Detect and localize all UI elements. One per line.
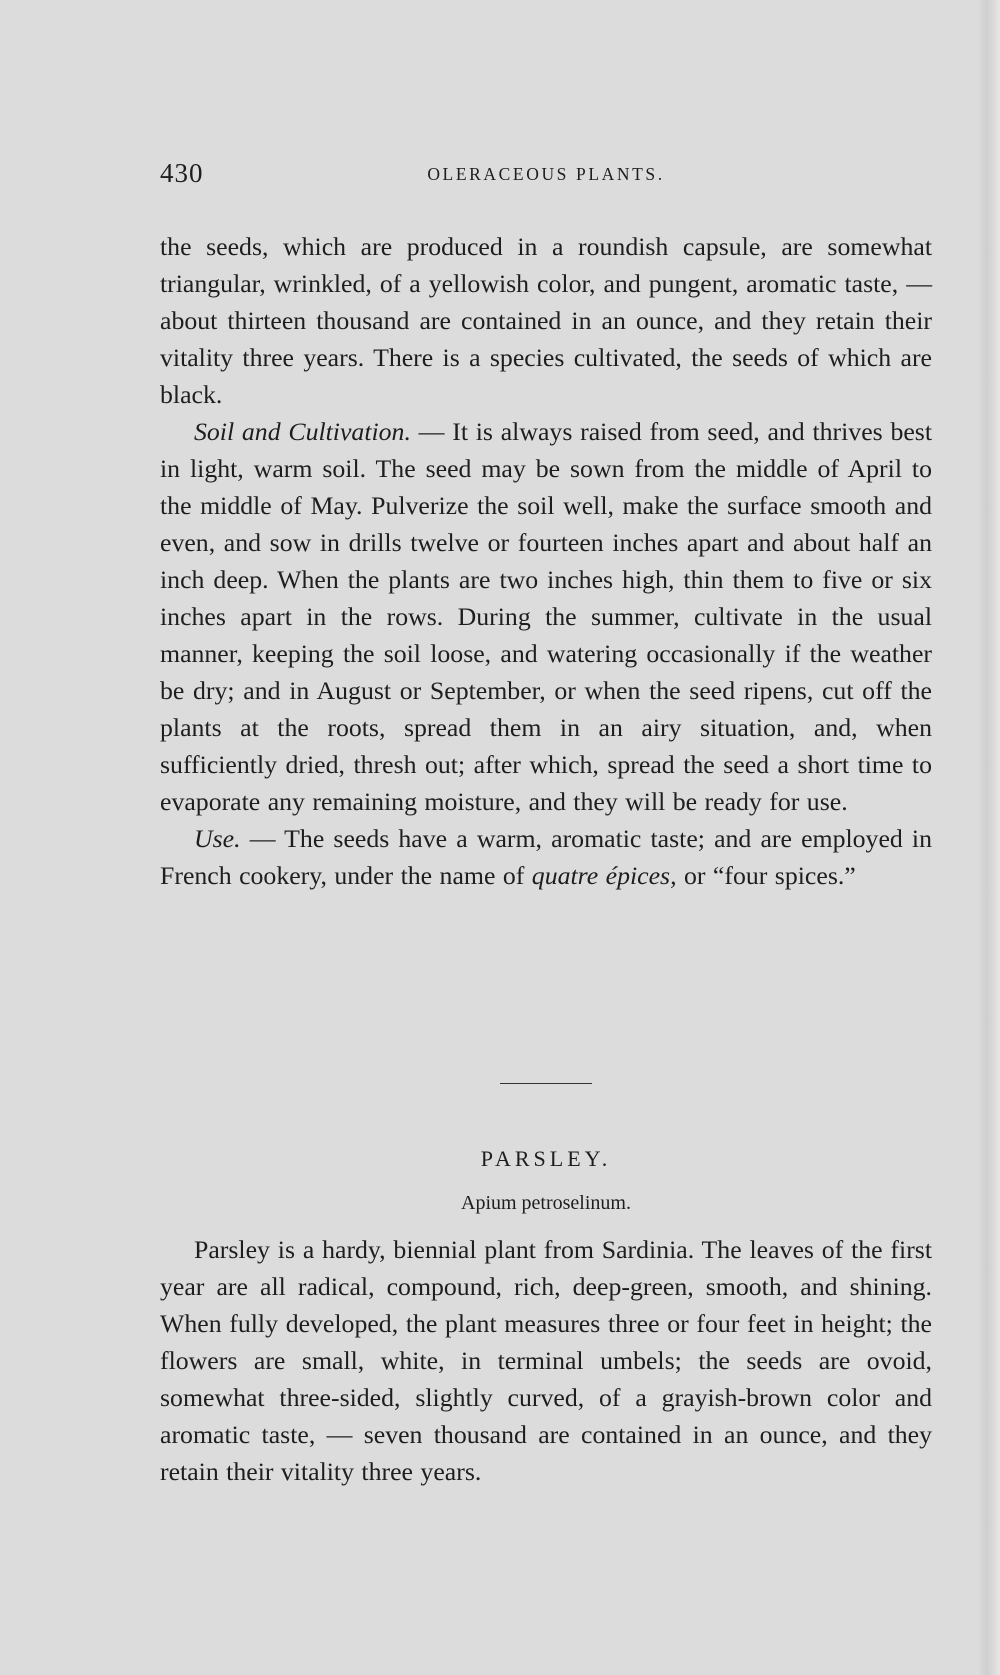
latin-name: Apium petroselinum. xyxy=(461,1192,631,1214)
soil-cultivation-heading: Soil and Cultivation. xyxy=(194,417,411,446)
page-number: 430 xyxy=(160,158,204,188)
use-text-end: or “four spices.” xyxy=(676,861,856,890)
use-text: — The seeds have a warm, aromatic taste; and are employed in French cookery, under the name of xyxy=(160,824,932,890)
use-heading: Use. xyxy=(194,824,241,853)
continuation-paragraph: the seeds, which are produced in a roundish capsule, are somewhat triangular, wrinkled, of a yellowish color, and pungent, aromatic taste, — about thirteen thousand are contained in an ounce, and they retain their vitality three years. There is a species cultivated, the seeds of which are black. xyxy=(160,232,932,409)
soil-cultivation-text: — It is always raised from seed, and thrives best in light, warm soil. The seed may be sown from the middle of April to the middle of May. Pulverize the soil well, make the surface smooth and even, and sow in drills twelve or fourteen inches apart and about half an inch deep. When the plants are two inches high, thin them to five or six inches apart in the rows. During the summer, cultivate in the usual manner, keeping the soil loose, and watering occasionally if the weather be dry; and in August or September, or when the seed ripens, cut off the plants at the roots, spread them in an airy situation, and, when sufficiently dried, thresh out; after which, spread the seed a short time to evaporate any remaining moisture, and they will be ready for use. xyxy=(160,417,932,816)
section-title-parsley: PARSLEY. xyxy=(480,1146,612,1171)
page-edge xyxy=(978,0,1000,1675)
running-header xyxy=(160,158,932,192)
running-title: OLERACEOUS PLANTS. xyxy=(427,164,665,184)
use-paragraph xyxy=(160,820,932,894)
section-divider xyxy=(500,1083,592,1084)
parsley-text-block xyxy=(160,1231,932,1490)
main-text-block xyxy=(160,228,932,894)
use-italic-term: quatre épices, xyxy=(531,861,677,890)
parsley-paragraph: Parsley is a hardy, biennial plant from Sardinia. The leaves of the first year are all radical, compound, rich, deep-green, smooth, and shining. When fully developed, the plant measures three or four feet in height; the flowers are small, white, in terminal umbels; the seeds are ovoid, somewhat three-sided, slightly curved, of a grayish-brown color and aromatic taste, — seven thousand are contained in an ounce, and they retain their vitality three years. xyxy=(160,1235,932,1486)
soil-cultivation-paragraph xyxy=(160,413,932,820)
